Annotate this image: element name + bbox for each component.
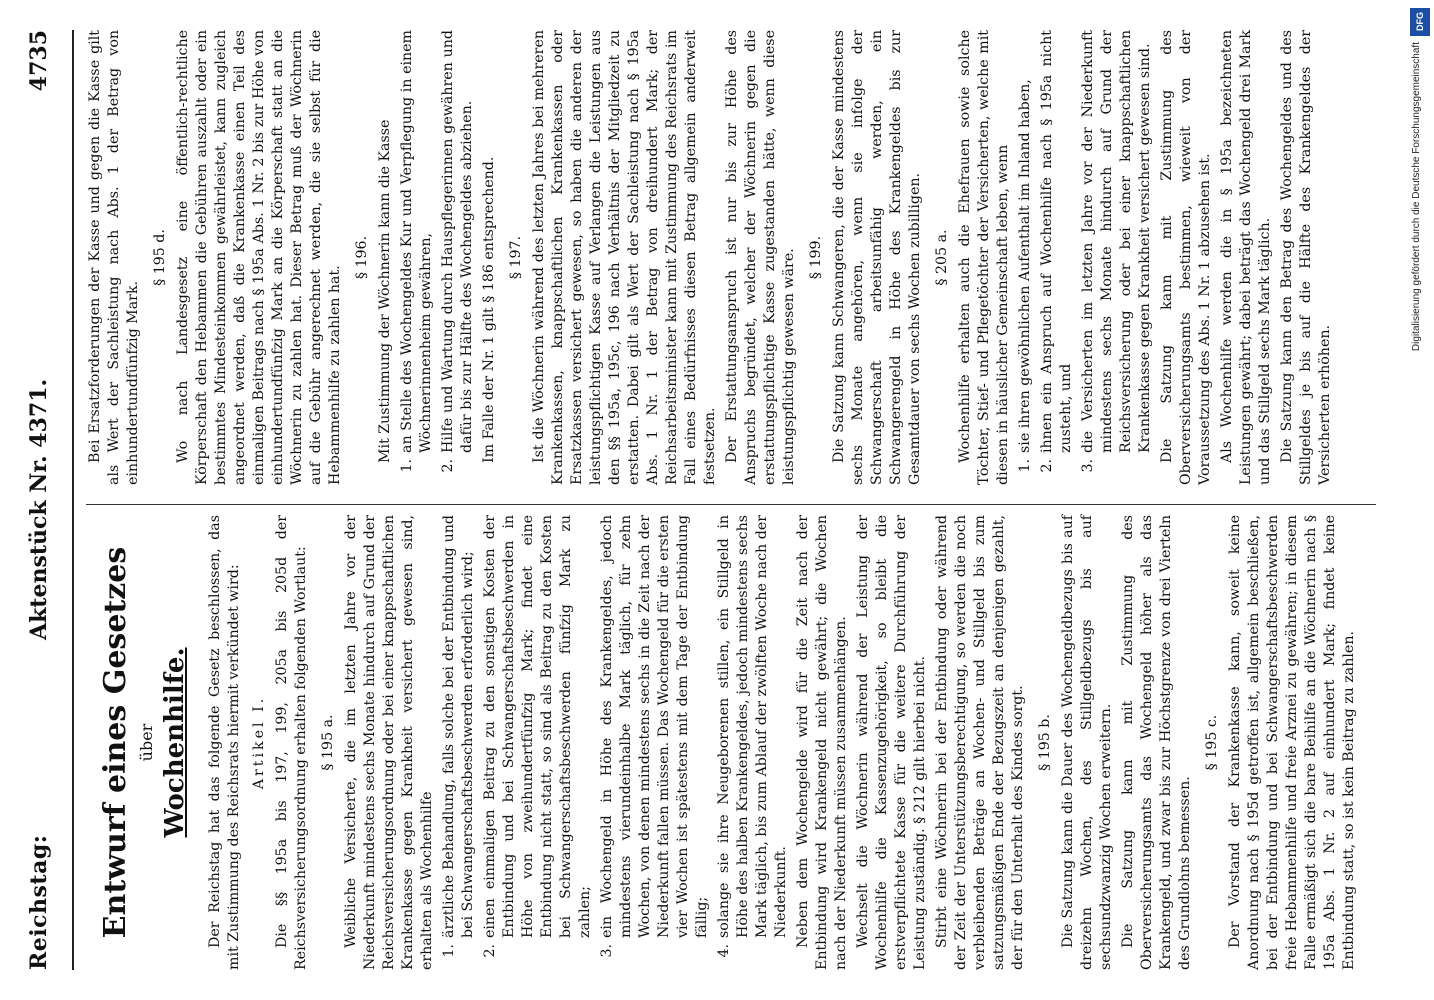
list-number: 2. xyxy=(440,459,456,473)
list-item xyxy=(440,515,478,970)
section-195c: § 195 c. xyxy=(1204,714,1220,771)
section-205a: § 205 a. xyxy=(934,229,950,286)
list-item xyxy=(1016,30,1035,485)
list-number: 2. xyxy=(482,944,498,958)
doc-title: Entwurf eines Gesetzes xyxy=(98,546,133,939)
list-text: solange sie ihre Neugeborenen stillen, ein Stillgeld in Höhe des halben Krankengeldes, jedoch mindestens sechs Mark täglich, bis zum Ablauf der zwölften Woche nach der Niederkunft. xyxy=(716,515,789,938)
list-text: ärztliche Behandlung, falls solche bei der Entbindung und bei Schwangerschaftsbeschwerden erforderlich wird; xyxy=(441,515,476,938)
column-divider xyxy=(86,504,1376,505)
paragraph-205a: Wochenhilfe erhalten auch die Ehefrauen sowie solche Töchter, Stief- und Pflegetöchter der Versicherten, welche mit diesen in häuslicher Gemeinschaft leben, wenn xyxy=(957,30,1011,485)
list-text: die Versicherten im letzten Jahre vor der Niederkunft mindestens sechs Monate hindurch auf Grund der Reichsversicherung oder bei einer knappschaftlichen Krankenkasse gegen Krankheit versichert gewesen sind. xyxy=(1080,30,1153,453)
list-text: ein Wochengeld in Höhe des Krankengeldes, jedoch mindestens vierundeinhalbe Mark täglich, für zehn Wochen, von denen mindestens sechs in die Zeit nach der Niederkunft fallen müssen. Das Wochengeld für die ersten vier Wochen ist spätestens mit dem Tage der Entbindung fällig; xyxy=(599,515,710,938)
list-item xyxy=(1038,30,1076,485)
list-number: 2. xyxy=(1039,459,1055,473)
page-number: 4735 xyxy=(26,30,52,92)
doc-title-sub: über xyxy=(137,723,156,762)
list-item xyxy=(439,30,477,485)
paragraph-205a-2: Die Satzung kann mit Zustimmung des Oberversicherungsamts bestimmen, wieweit von der Voraussetzung des Abs. 1 Nr. 1 abzusehen ist. xyxy=(1159,30,1213,485)
paragraph-197: Ist die Wöchnerin während des letzten Jahres bei mehreren Krankenkassen, knappschaftlichen Krankenkassen oder Ersatzkassen versichert gewesen, so haben die anderen der leistungspflichtigen Kasse auf Verlangen die Leistungen aus den §§ 195a, 195c, 196 nach Verhältnis der Mitgliedzeit zu erstatten. Dabei gilt als Wert der Sachleistung nach § 195a Abs. 1 Nr. 1 der Betrag von dreihundert Mark; der Reichsarbeitsminister kann mit Zustimmung des Reichsrats im Fall eines Bedürfnisses diesen Betrag allgemein anderweit festsetzen. xyxy=(531,30,718,485)
list-text: einen einmaligen Beitrag zu den sonstigen Kosten der Entbindung und bei Schwangerschaftsbeschwerden in Höhe von zweihundertfünfzig Mark; findet eine Entbindung nicht statt, so sind als Beitrag zu den Kosten bei Schwangerschaftsbeschwerden fünfzig Mark zu zahlen; xyxy=(482,515,593,938)
list-item xyxy=(598,515,712,970)
paragraph-197-2: Der Erstattungsanspruch ist nur bis zur Höhe des Anspruchs begründet, welcher der Wöchnerin gegen die erstattungspflichtige Kasse zugestanden hätte, wenn diese leistungspflichtig gewesen wäre. xyxy=(724,30,797,485)
list-text: Hilfe und Wartung durch Hauspflegerinnen gewähren und dafür bis zur Hälfte des Wochengeldes abziehen. xyxy=(440,30,475,453)
list-item xyxy=(1079,30,1155,485)
section-195b: § 195 b. xyxy=(1037,714,1053,771)
list-item xyxy=(398,30,436,485)
dfg-logo: DFG xyxy=(1410,8,1430,36)
paragraph-205a-3: Als Wochenhilfe werden die in § 195a bezeichneten Leistungen gewährt; dabei beträgt das Wochengeld drei Mark und das Stillgeld sechs Mark täglich. xyxy=(1219,30,1273,485)
header-rule xyxy=(72,30,74,970)
header-left: Reichstag: xyxy=(26,834,52,970)
list-number: 1. xyxy=(399,459,415,473)
section-196: § 196. xyxy=(354,235,370,280)
article-heading: Artikel I. xyxy=(251,695,267,790)
paragraph-199: Die Satzung kann Schwangeren, die der Kasse mindestens sechs Monate angehören, wenn sie infolge der Schwangerschaft arbeitsunfähig werden, ein Schwangerengeld in Höhe des Krankengeldes bis zur Gesamtdauer von sechs Wochen zubilligen. xyxy=(831,30,923,485)
list-item xyxy=(481,515,595,970)
list-number: 1. xyxy=(1017,459,1033,473)
header-middle: Aktenstück Nr. 4371. xyxy=(26,378,52,640)
article-text: Die §§ 195a bis 197, 199, 205a bis 205d der Reichsversicherungsordnung erhalten folgenden Wortlaut: xyxy=(274,515,309,970)
list-number: 4. xyxy=(716,944,732,958)
paragraph-195a: Weibliche Versicherte, die im letzten Jahre vor der Niederkunft mindestens sechs Monate hindurch auf Grund der Reichsversicherungsordnung oder bei einer knappschaftlichen Krankenkasse gegen Krankheit versichert gewesen sind, erhalten als Wochenhilfe xyxy=(343,515,435,970)
paragraph-205a-4: Die Satzung kann den Betrag des Wochengeldes und des Stillgeldes je bis auf die Hälfte des Krankengeldes der Versicherten erhöhen. xyxy=(1279,30,1333,485)
column-left xyxy=(86,515,1362,970)
paragraph-wechselt: Wechselt die Wöchnerin während der Leistung der Wochenhilfe die Kassenzugehörigkeit, so bleibt die erstverpflichtete Kasse für die weitere Durchführung der Leistung zuständig. § 212 gilt hierbei nicht. xyxy=(855,515,928,970)
list-text: sie ihren gewöhnlichen Aufenthalt im Inland haben, xyxy=(1017,79,1033,453)
dfg-watermark xyxy=(1408,8,1432,998)
paragraph-195b-1: Die Satzung kann die Dauer des Wochengeldbezugs bis auf dreizehn Wochen, des Stillgeldbezugs bis auf sechsundzwanzig Wochen erweitern. xyxy=(1060,515,1114,970)
list-text: an Stelle des Wochengeldes Kur und Verpflegung in einem Wöchnerinnenheim gewähren, xyxy=(399,30,434,453)
section-195d: § 195 d. xyxy=(152,229,168,286)
list-number: 3. xyxy=(1080,459,1096,473)
paragraph-top: Bei Ersatzforderungen der Kasse und gegen die Kasse gilt als Wert der Sachleistung nach Abs. 1 der Betrag von einhundertundfünfzig Mark. xyxy=(87,30,141,485)
list-item xyxy=(715,515,791,970)
dfg-credit-text: Digitalisierung gefördert durch die Deutsche Forschungsgemeinschaft xyxy=(1411,42,1422,352)
doc-title-main: Wochenhilfe. xyxy=(160,647,190,838)
paragraph-195c: Der Vorstand der Krankenkasse kann, soweit keine Anordnung nach § 195d getroffen ist, allgemein beschließen, bei der Entbindung und bei Schwangerschaftsbeschwerden freie Hebammenhilfe und freie Arznei zu gewähren; in diesem Falle ermäßigt sich die bare Beihilfe an die Wöchnerin nach § 195a Abs. 1 Nr. 2 auf einhundert Mark; findet keine Entbindung statt, so ist kein Beitrag zu zahlen. xyxy=(1227,515,1357,970)
section-199: § 199. xyxy=(808,235,824,280)
paragraph-196-end: Im Falle der Nr. 1 gilt § 186 entsprechend. xyxy=(481,156,497,463)
section-197: § 197. xyxy=(508,235,524,280)
paragraph-neben: Neben dem Wochengelde wird für die Zeit nach der Entbindung wird Krankengeld nicht gewährt; die Wochen nach der Niederkunft müssen zusammenhängen. xyxy=(795,515,849,970)
paragraph-195d: Wo nach Landesgesetz eine öffentlich-rechtliche Körperschaft den Hebammen die Gebühren auszahlt oder ein bestimmtes Mindesteinkommen gewährleistet, kann zugleich angeordnet werden, daß die Krankenkasse einen Teil des einmaligen Beitrags nach § 195a Abs. 1 Nr. 2 bis zur Höhe von einhundertundfünfzig Mark an die Körperschaft statt an die Wöchnerin zu zahlen hat. Dieser Betrag muß der Wöchnerin auf die Gebühr angerechnet werden, die sie selbst für die Hebammenhilfe zu zahlen hat. xyxy=(175,30,343,485)
list-text: ihnen ein Anspruch auf Wochenhilfe nach § 195a nicht zusteht, und xyxy=(1039,30,1074,453)
page-header xyxy=(16,30,76,970)
intro-paragraph: Der Reichstag hat das folgende Gesetz beschlossen, das mit Zustimmung des Reichsrats hiermit verkündet wird: xyxy=(207,515,242,970)
paragraph-stirbt: Stirbt eine Wöchnerin bei der Entbindung oder während der Zeit der Unterstützungsberechtigung, so werden die noch verbleibenden Beträge an Wochen- und Stillgeld bis zum satzungsmäßigen Ende der Bezugszeit an denjenigen gezahlt, der für den Unterhalt des Kindes sorgt. xyxy=(934,515,1026,970)
list-number: 1. xyxy=(441,944,457,958)
paragraph-195b-2: Die Satzung kann mit Zustimmung des Oberversicherungsamts das Wochengeld höher als das Krankengeld, und zwar bis zur Höchstgrenze von drei Vierteln des Grundlohns bemessen. xyxy=(1120,515,1193,970)
paragraph-196: Mit Zustimmung der Wöchnerin kann die Kasse xyxy=(377,119,393,463)
list-number: 3. xyxy=(599,944,615,958)
section-195a: § 195 a. xyxy=(320,714,336,771)
column-right xyxy=(86,30,1338,485)
